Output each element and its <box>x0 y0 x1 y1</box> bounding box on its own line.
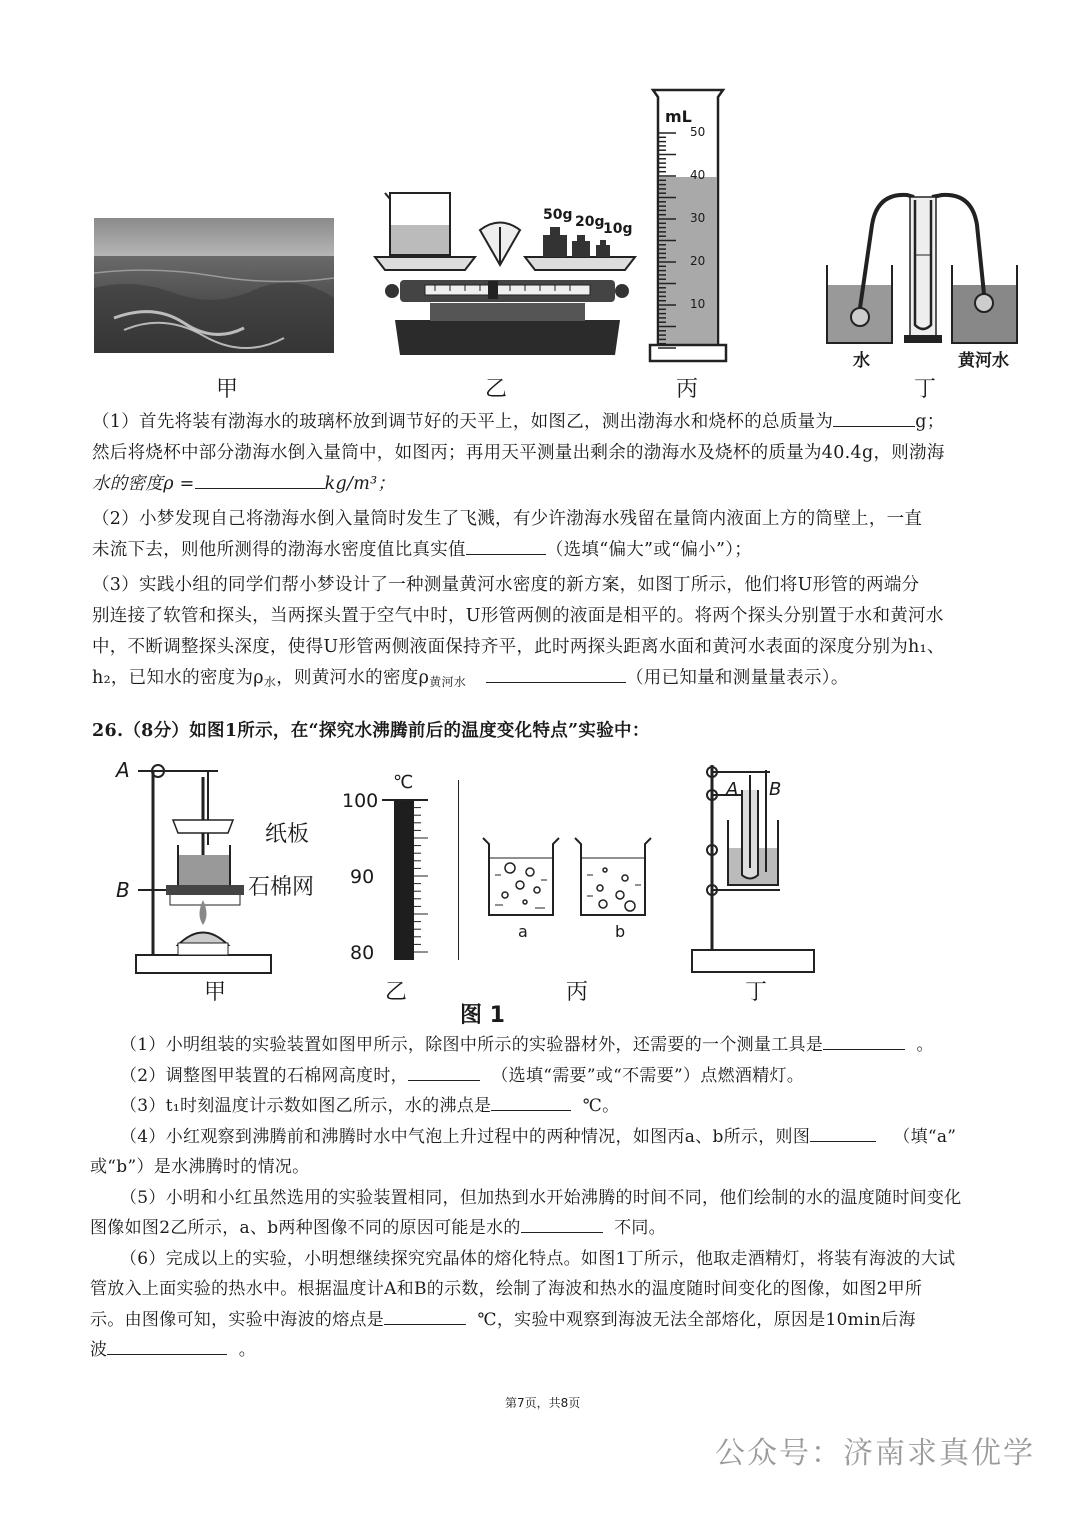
figure-label-yi: 乙 <box>485 377 508 402</box>
weight-label-50g: 50g <box>543 207 573 223</box>
answer-blank-need[interactable] <box>408 1062 480 1081</box>
beaker-label-water: 水 <box>853 351 870 371</box>
answer-blank-melting-point[interactable] <box>384 1306 466 1325</box>
q26-q3-text: （3）t₁时刻温度计示数如图乙所示，水的沸点是 <box>120 1096 492 1116</box>
q25-line-1 <box>92 407 1032 438</box>
heating-apparatus <box>118 755 278 980</box>
fig1-label-jia: 甲 <box>204 980 227 1005</box>
q26-q5-cont: 图像如图2乙所示，a、b两种图像不同的原因可能是水的 <box>90 1218 521 1238</box>
q26-q1-end: 。 <box>916 1035 934 1055</box>
figure-label-jia: 甲 <box>216 377 239 402</box>
cylinder-tick-20: 20 <box>690 254 706 268</box>
q25-density-unit: kg/m³； <box>324 474 396 494</box>
cylinder-unit: mL <box>665 107 692 126</box>
q26-q2-end: （选填“需要”或“不需要”）点燃酒精灯。 <box>491 1065 805 1086</box>
thermo-tick-80: 80 <box>350 942 375 964</box>
cylinder-tick-40: 40 <box>690 168 706 182</box>
figure-label-bing: 丙 <box>676 377 699 402</box>
q26-q6-cont2: 示。由图像可知，实验中海波的熔点是 <box>90 1309 385 1330</box>
q26-q3-end: ℃。 <box>582 1096 620 1116</box>
label-asbestos-net: 石棉网 <box>248 875 315 900</box>
q26-q6-cont1: 管放入上面实验的热水中。根据温度计A和B的示数，绘制了海波和热水的温度随时间变化的图像，如图2甲所 <box>90 1279 923 1299</box>
q25-line-8 <box>92 632 1032 663</box>
cylinder-tick-50: 50 <box>690 125 706 139</box>
fig1-label-yi: 乙 <box>385 980 408 1005</box>
ding-label-B: B <box>769 779 782 800</box>
q26-q6-cont3: ℃，实验中观察到海波无法全部熔化，原因是10min后海 <box>477 1309 916 1330</box>
answer-blank-boiling-point[interactable] <box>491 1092 571 1111</box>
weight-label-20g: 20g <box>575 214 605 230</box>
q25-line-2 <box>92 438 1032 469</box>
q26-text <box>90 1030 1040 1366</box>
q25-p3-cont2: 中，不断调整探头深度，使得U形管两侧液面保持齐平，此时两探头距离水面和黄河水表面的深度分别为h₁、 <box>92 637 945 657</box>
answer-blank-boiling-state[interactable] <box>810 1123 876 1142</box>
q25-line-6 <box>92 570 1032 601</box>
fig1-label-ding: 丁 <box>745 980 768 1005</box>
answer-blank-density[interactable] <box>195 470 325 489</box>
q25-density-label: 水的密度ρ = <box>92 474 195 494</box>
cylinder-tick-10: 10 <box>690 297 706 311</box>
answer-blank-unmelted[interactable] <box>107 1336 227 1355</box>
balance-diagram <box>370 185 645 360</box>
u-tube-diagram <box>822 185 1022 350</box>
answer-blank-mass[interactable] <box>833 408 915 427</box>
q26-header <box>92 716 1032 747</box>
label-paper-board: 纸板 <box>265 822 310 847</box>
q26-header-text: 26.（8分）如图1所示，在“探究水沸腾前后的温度变化特点”实验中： <box>92 721 650 741</box>
cylinder-tick-30: 30 <box>690 211 706 225</box>
answer-blank-tool[interactable] <box>823 1031 905 1050</box>
figure-label-ding: 丁 <box>914 377 937 402</box>
q25-line-5 <box>92 535 1032 566</box>
thermo-tick-100: 100 <box>342 790 379 812</box>
q26-q1-text: （1）小明组装的实验装置如图甲所示，除图中所示的实验器材外，还需要的一个测量工具是 <box>120 1035 824 1055</box>
answer-blank-reason[interactable] <box>521 1214 603 1233</box>
q26-q2-text: （2）调整图甲装置的石棉网高度时， <box>120 1065 408 1086</box>
answer-blank-bias[interactable] <box>466 536 546 555</box>
thermo-tick-90: 90 <box>350 866 375 888</box>
q26-q4-cont: 或“b”）是水沸腾时的情况。 <box>90 1157 310 1177</box>
q25-p3-rho-river: ，则黄河水的密度ρ <box>276 668 430 688</box>
q25-p1-unit: g； <box>915 412 945 432</box>
q25-line-3 <box>92 469 1032 500</box>
weight-label-10g: 10g <box>603 221 633 237</box>
beaker-a-label: a <box>518 922 528 941</box>
q25-line-9 <box>92 663 1032 698</box>
label-A: A <box>116 758 130 782</box>
q26-q6-text: （6）完成以上的实验，小明想继续探究究晶体的熔化特点。如图1丁所示，他取走酒精灯，将装有海波的大试 <box>120 1248 956 1269</box>
q26-q4-text: （4）小红观察到沸腾前和沸腾时水中气泡上升过程中的两种情况，如图丙a、b所示，则图 <box>120 1126 811 1147</box>
q25-line-7 <box>92 601 1032 632</box>
q25-p2-cont: 未流下去，则他所测得的渤海水密度值比真实值 <box>92 540 466 560</box>
beaker-label-yellow-river: 黄河水 <box>958 351 1009 371</box>
watermark: 公众号：济南求真优学 <box>715 1436 1035 1471</box>
q25-p3-end: （用已知量和测量量表示）。 <box>625 668 849 688</box>
q25-p2-choice: （选填“偏大”或“偏小”）； <box>545 540 753 560</box>
ding-label-A: A <box>726 779 739 800</box>
melting-apparatus <box>690 760 820 980</box>
beaker-b-label: b <box>615 922 626 941</box>
divider-line <box>458 780 459 960</box>
q25-sub-river: 黄河水 <box>429 675 467 689</box>
sea-photo <box>94 218 334 353</box>
page-number: 第7页，共8页 <box>505 1396 581 1410</box>
graduated-cylinder <box>648 85 728 365</box>
q25-line-4 <box>92 504 1032 535</box>
thermometer-scale <box>380 790 430 965</box>
q25-p1-text: （1）首先将装有渤海水的玻璃杯放到调节好的天平上，如图乙，测出渤海水和烧杯的总质量为 <box>92 412 834 432</box>
q25-text <box>92 407 1032 698</box>
fig1-label-bing: 丙 <box>566 980 589 1005</box>
q25-p3-rho-water: h₂，已知水的密度为ρ <box>92 668 264 688</box>
q25-p3-cont1: 别连接了软管和探头，当两探头置于空气中时，U形管两侧的液面是相平的。将两个探头分别置于水和黄河水 <box>92 606 944 626</box>
bubble-beakers <box>475 830 665 920</box>
q26-q5-end: 不同。 <box>614 1218 666 1238</box>
q26-q6-cont4: 波 <box>90 1340 108 1360</box>
answer-blank-river-density[interactable] <box>486 664 626 683</box>
q25-p1-cont: 然后将烧杯中部分渤海水倒入量筒中，如图丙；再用天平测量出剩余的渤海水及烧杯的质量为40.4g，则渤海 <box>92 443 945 463</box>
thermo-unit: ℃ <box>393 772 414 793</box>
q26-q5-text: （5）小明和小红虽然选用的实验装置相同，但加热到水开始沸腾的时间不同，他们绘制的水的温度随时间变化 <box>120 1187 962 1208</box>
q26-q6-end: 。 <box>238 1340 257 1360</box>
figure-1-title: 图 1 <box>460 1003 505 1028</box>
label-B: B <box>116 878 130 902</box>
q25-sub-water: 水 <box>263 675 277 689</box>
q26-q4-choice: （填“a” <box>893 1126 957 1147</box>
q25-p2-text: （2）小梦发现自己将渤海水倒入量筒时发生了飞溅，有少许渤海水残留在量筒内液面上方的筒壁上，一直 <box>92 509 923 529</box>
q25-p3-text: （3）实践小组的同学们帮小梦设计了一种测量黄河水密度的新方案，如图丁所示，他们将U形管的两端分 <box>92 575 920 595</box>
